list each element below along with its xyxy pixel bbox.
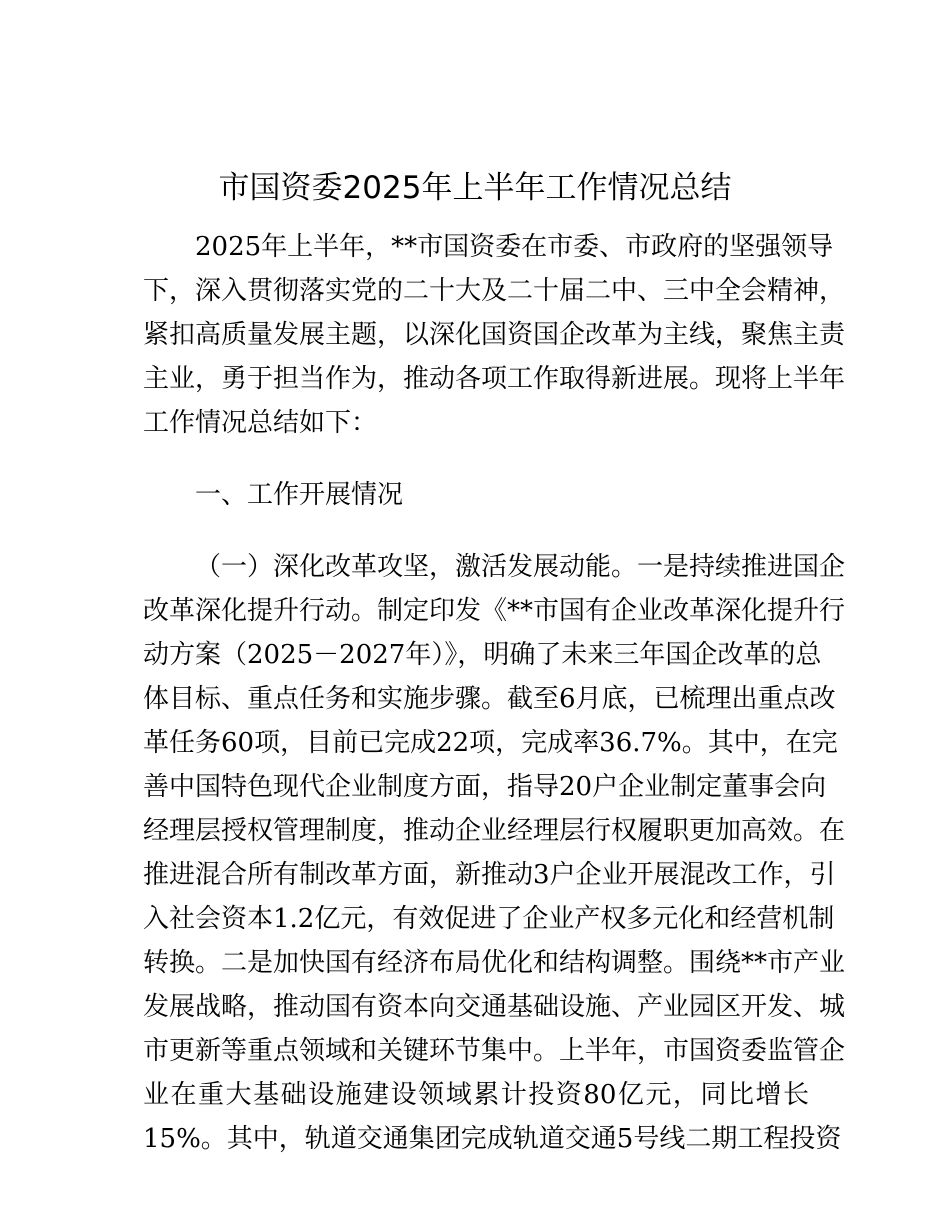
document-body — [143, 225, 846, 1161]
paragraph-line: 工作情况总结如下： — [143, 408, 378, 438]
paragraph-line: 下，深入贯彻落实党的二十大及二十届二中、三中全会精神， — [143, 276, 846, 306]
intro-paragraph — [143, 225, 846, 445]
paragraph-line: 15%。其中，轨道交通集团完成轨道交通5号线二期工程投资 — [143, 1124, 842, 1154]
paragraph-spacer — [143, 445, 809, 473]
section-1-paragraph — [143, 545, 846, 1161]
paragraph-line: 改革深化提升行动。制定印发《**市国有企业改革深化提升行 — [143, 596, 846, 626]
paragraph-line: 体目标、重点任务和实施步骤。截至6月底，已梳理出重点改 — [143, 684, 836, 714]
paragraph-line: 市更新等重点领域和关键环节集中。上半年，市国资委监管企 — [143, 1036, 846, 1066]
paragraph-line: 动方案（2025－2027年）》，明确了未来三年国企改革的总 — [143, 640, 822, 670]
paragraph-line: （一）深化改革攻坚，激活发展动能。一是持续推进国企 — [195, 552, 846, 582]
paragraph-spacer — [143, 517, 809, 545]
paragraph-line: 2025年上半年，**市国资委在市委、市政府的坚强领导 — [195, 232, 834, 262]
paragraph-line: 转换。二是加快国有经济布局优化和结构调整。围绕**市产业 — [143, 948, 846, 978]
paragraph-line: 发展战略，推动国有资本向交通基础设施、产业园区开发、城 — [143, 992, 846, 1022]
paragraph-line: 主业，勇于担当作为，推动各项工作取得新进展。现将上半年 — [143, 364, 846, 394]
paragraph-line: 紧扣高质量发展主题，以深化国资国企改革为主线，聚焦主责 — [143, 320, 846, 350]
section-heading: 一、工作开展情况 — [195, 480, 404, 510]
paragraph-line: 入社会资本1.2亿元，有效促进了企业产权多元化和经营机制 — [143, 904, 835, 934]
paragraph-line: 经理层授权管理制度，推动企业经理层行权履职更加高效。在 — [143, 816, 846, 846]
paragraph-line: 革任务60项，目前已完成22项，完成率36.7%。其中，在完 — [143, 728, 838, 758]
paragraph-line: 善中国特色现代企业制度方面，指导20户企业制定董事会向 — [143, 772, 827, 802]
document-title: 市国资委2025年上半年工作情况总结 — [218, 170, 732, 206]
paragraph-line: 推进混合所有制改革方面，新推动3户企业开展混改工作，引 — [143, 860, 836, 890]
paragraph-line: 业在重大基础设施建设领域累计投资80亿元，同比增长 — [143, 1080, 809, 1110]
